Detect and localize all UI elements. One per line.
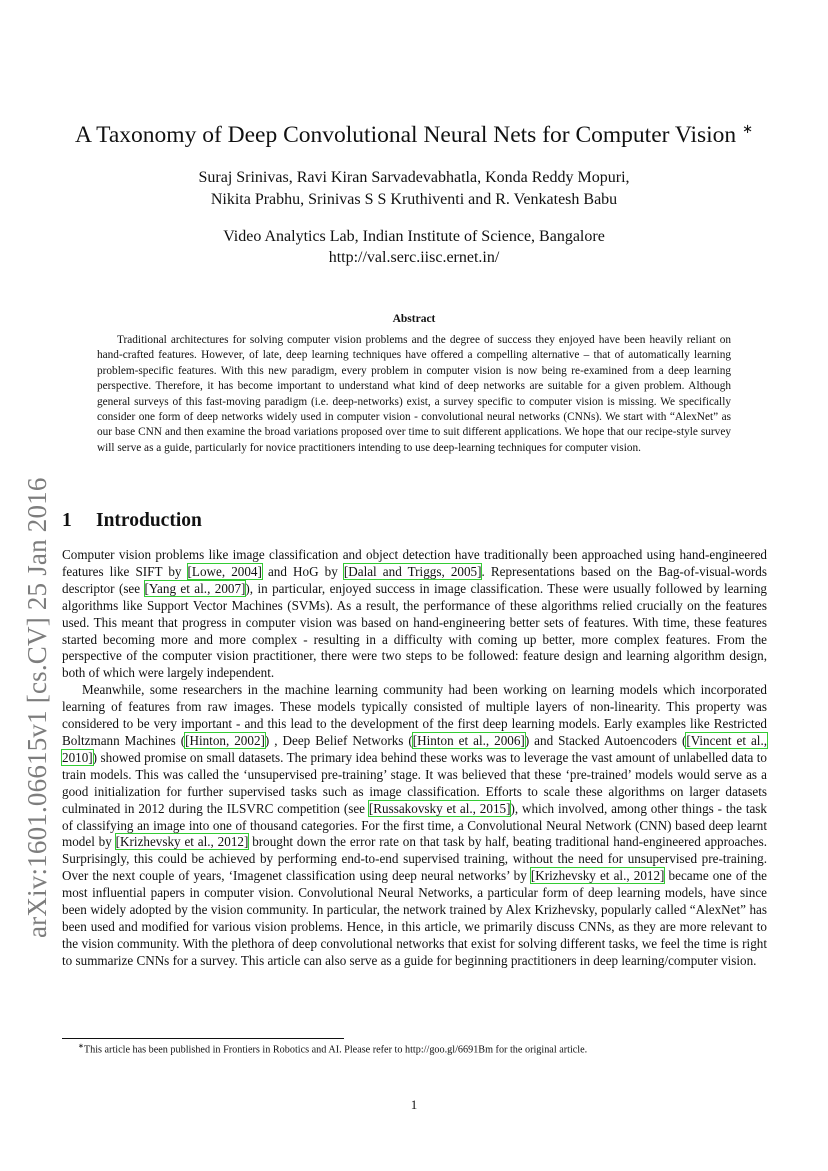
paper-title-text: A Taxonomy of Deep Convolutional Neural Nets for Computer Vision (75, 122, 737, 148)
paragraph-2 (62, 682, 767, 969)
footnote-mark: ∗ (78, 1042, 84, 1050)
affiliation-url[interactable]: http://val.serc.iisc.ernet.in/ (328, 249, 500, 266)
section-body (62, 547, 767, 970)
footnote-rule (62, 1038, 344, 1039)
section-title: Introduction (96, 510, 202, 531)
paragraph-text: ) showed promise on small datasets. The primary idea behind these works was to leverage the vast amount of unlabelled data to train models. This was called the ‘unsupervised pre-training’ stage. It was believed that these ‘pre-trained’ models would serve as a good initialization for further supervised tasks such as image classification. Efforts to scale these algorithms on larger datasets culminated in 2012 during the ILSVRC competition (see (62, 749, 767, 816)
paper-title (62, 121, 766, 149)
author-line-1: Suraj Srinivas, Ravi Kiran Sarvadevabhatla, Konda Reddy Mopuri, (198, 169, 630, 186)
paragraph-text: . Representations based on the Bag-of-visual-words descriptor (see (62, 563, 767, 596)
author-line-2: Nikita Prabhu, Srinivas S S Kruthiventi and R. Venkatesh Babu (210, 191, 618, 208)
abstract-text: Traditional architectures for solving computer vision problems and the degree of success they enjoyed have been heavily reliant on hand-crafted features. However, of late, deep learning techniques have offered a compelling alternative – that of automatically learning problem-specific features. With this new paradigm, every problem in computer vision is now being re-examined from a deep learning perspective. Therefore, it has become important to understand what kind of deep networks are suitable for a given problem. Although general surveys of this fast-moving paradigm (i.e. deep-networks) exist, a survey specific to computer vision is missing. We specifically consider one form of deep networks widely used in computer vision - convolutional neural networks (CNNs). We start with “AlexNet” as our base CNN and then examine the broad variations proposed over time to suit different applications. We hope that our recipe-style survey will serve as a guide, particularly for novice practitioners intending to use deep-learning techniques for computer vision. (97, 334, 731, 454)
paragraph-1 (62, 547, 767, 682)
section-heading (62, 510, 202, 532)
footnote (62, 1042, 767, 1055)
paragraph-text: ), in particular, enjoyed success in image classification. These were usually followed by learning algorithms like Support Vector Machines (SVMs). As a result, the performance of these algorithms relied crucially on the features used. This meant that progress in computer vision was based on hand-engineering better sets of features. With time, these features started becoming more and more complex - resulting in a difficulty with coming up better, more complex features. From the perspective of the computer vision practitioner, there were two steps to be followed: feature design and learning algorithm design, both of which were largely independent. (62, 580, 767, 681)
paragraph-text: and HoG by (261, 563, 344, 579)
affiliation-name: Video Analytics Lab, Indian Institute of Science, Bangalore (223, 228, 605, 245)
citation-link[interactable]: [Krizhevsky et al., 2012] (530, 868, 665, 884)
author-list (62, 167, 766, 211)
paragraph-text: ) , Deep Belief Networks ( (264, 732, 413, 748)
paragraph-text: Meanwhile, some researchers in the machine learning community had been working on learning models which incorporated learning of features from raw images. These models typically consisted of multiple layers of non-linearity. This property was considered to be very important - and this lead to the development of the first deep learning models. Early examples like Restricted Boltzmann Machines ( (62, 682, 767, 748)
arxiv-stamp-text: arXiv:1601.06615v1 [cs.CV] 25 Jan 2016 (22, 477, 52, 938)
citation-link[interactable]: [Russakovsky et al., 2015] (368, 800, 511, 816)
citation-link[interactable]: [Lowe, 2004] (187, 563, 262, 579)
paragraph-text: Computer vision problems like image classification and object detection have traditionally been approached using hand-engineered features like SIFT by (62, 547, 767, 579)
page-number: 1 (410, 1097, 418, 1112)
footnote-text: This article has been published in Frontiers in Robotics and AI. Please refer to http://goo.gl/6691Bm for the original article. (83, 1044, 588, 1056)
citation-link[interactable]: [Yang et al., 2007] (144, 580, 246, 596)
paragraph-text: became one of the most influential papers in computer vision. Convolutional Neural Networks, a particular form of deep learning models, have since been widely adopted by the vision community. In particular, the network trained by Alex Krizhevsky, popularly called “AlexNet” has been used and modified for various vision problems. Hence, in this article, we primarily discuss CNNs, as they are more relevant to the vision community. With the plethora of deep convolutional networks that exist for solving different tasks, we feel the time is right to summarize CNNs for a survey. This article can also serve as a guide for beginning practitioners in deep learning/computer vision. (62, 868, 767, 968)
affiliation (62, 226, 766, 268)
title-footnote-mark: ∗ (742, 121, 753, 136)
citation-link[interactable]: [Hinton et al., 2006] (412, 732, 525, 748)
section-number: 1 (62, 510, 72, 531)
paragraph-text: brought down the error rate on that task by half, beating traditional hand-engineered approaches. Surprisingly, this could be achieved by performing end-to-end supervised training, without the need for unsupervised pre-training. Over the next couple of years, ‘Imagenet classification using deep neural networks’ by (62, 834, 767, 884)
citation-link[interactable]: [Krizhevsky et al., 2012] (115, 834, 249, 850)
citation-link[interactable]: [Vincent et al., 2010] (62, 732, 768, 765)
citation-link[interactable]: [Dalal and Triggs, 2005] (343, 563, 482, 579)
paragraph-text: ), which involved, among other things - the task of classifying an image into one of thousand categories. For the first time, a Convolutional Neural Network (CNN) based deep learnt model by (62, 800, 767, 850)
abstract-heading: Abstract (392, 313, 436, 325)
citation-link[interactable]: [Hinton, 2002] (185, 732, 265, 748)
paragraph-text: ) and Stacked Autoencoders ( (524, 732, 687, 748)
